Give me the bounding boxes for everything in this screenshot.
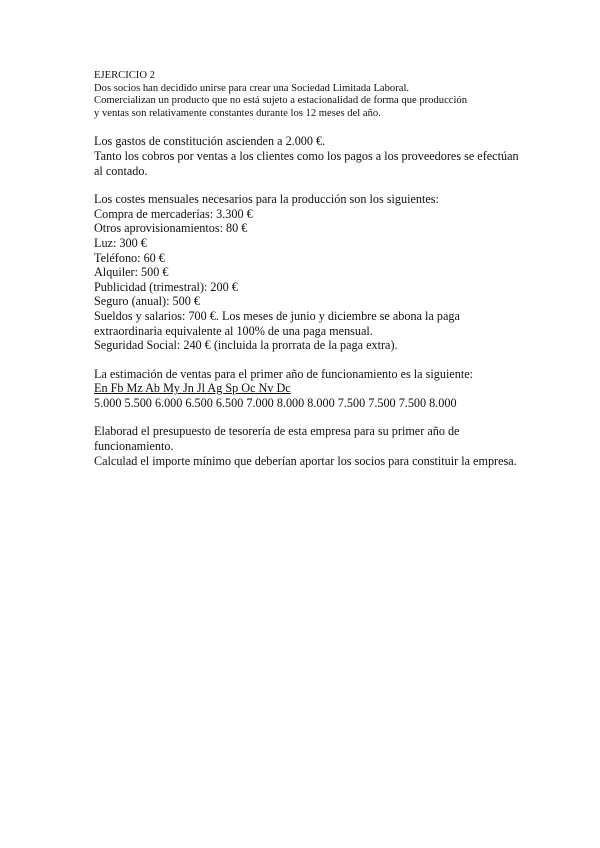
paragraph-line: al contado. <box>94 163 148 178</box>
cost-item: Seguridad Social: 240 € (incluida la prorrata de la paga extra). <box>94 338 398 353</box>
cost-item: Sueldos y salarios: 700 €. Los meses de junio y diciembre se abona la paga <box>94 308 460 323</box>
intro-line: Dos socios han decidido unirse para crear una Sociedad Limitada Laboral. <box>94 82 410 94</box>
costs-section <box>94 192 534 353</box>
sales-row: 5.000 5.500 6.000 6.500 6.500 7.000 8.000 8.000 7.500 7.500 7.500 8.000 <box>94 395 457 410</box>
cost-item: Compra de mercaderías: 3.300 € <box>94 206 253 221</box>
cost-item: Seguro (anual): 500 € <box>94 294 200 309</box>
cost-item: extraordinaria equivalente al 100% de una paga mensual. <box>94 323 373 338</box>
exercise-header <box>94 70 534 120</box>
task-line: funcionamiento. <box>94 439 174 454</box>
sales-section <box>94 367 534 411</box>
document-page <box>94 70 534 468</box>
task-line: Calculad el importe mínimo que deberían aportar los socios para constituir la empresa. <box>94 453 517 468</box>
paragraph-line: Los gastos de constitución ascienden a 2.000 €. <box>94 134 326 149</box>
sales-heading: La estimación de ventas para el primer año de funcionamiento es la siguiente: <box>94 366 474 381</box>
task-line: Elaborad el presupuesto de tesorería de esta empresa para su primer año de <box>94 424 460 439</box>
paragraph-line: Tanto los cobros por ventas a los clientes como los pagos a los proveedores se efectúan <box>94 148 519 163</box>
costs-heading: Los costes mensuales necesarios para la producción son los siguientes: <box>94 192 439 207</box>
intro-line: Comercializan un producto que no está sujeto a estacionalidad de forma que producción <box>94 95 468 107</box>
constitution-paragraph <box>94 134 534 178</box>
cost-item: Luz: 300 € <box>94 235 147 250</box>
cost-item: Publicidad (trimestral): 200 € <box>94 279 238 294</box>
exercise-title: EJERCICIO 2 <box>94 70 155 81</box>
months-row: En Fb Mz Ab My Jn Jl Ag Sp Oc Nv Dc <box>94 381 291 396</box>
cost-item: Teléfono: 60 € <box>94 250 165 265</box>
cost-item: Otros aprovisionamientos: 80 € <box>94 221 248 236</box>
cost-item: Alquiler: 500 € <box>94 265 169 280</box>
intro-line: y ventas son relativamente constantes durante los 12 meses del año. <box>94 107 381 119</box>
tasks-section <box>94 424 534 468</box>
